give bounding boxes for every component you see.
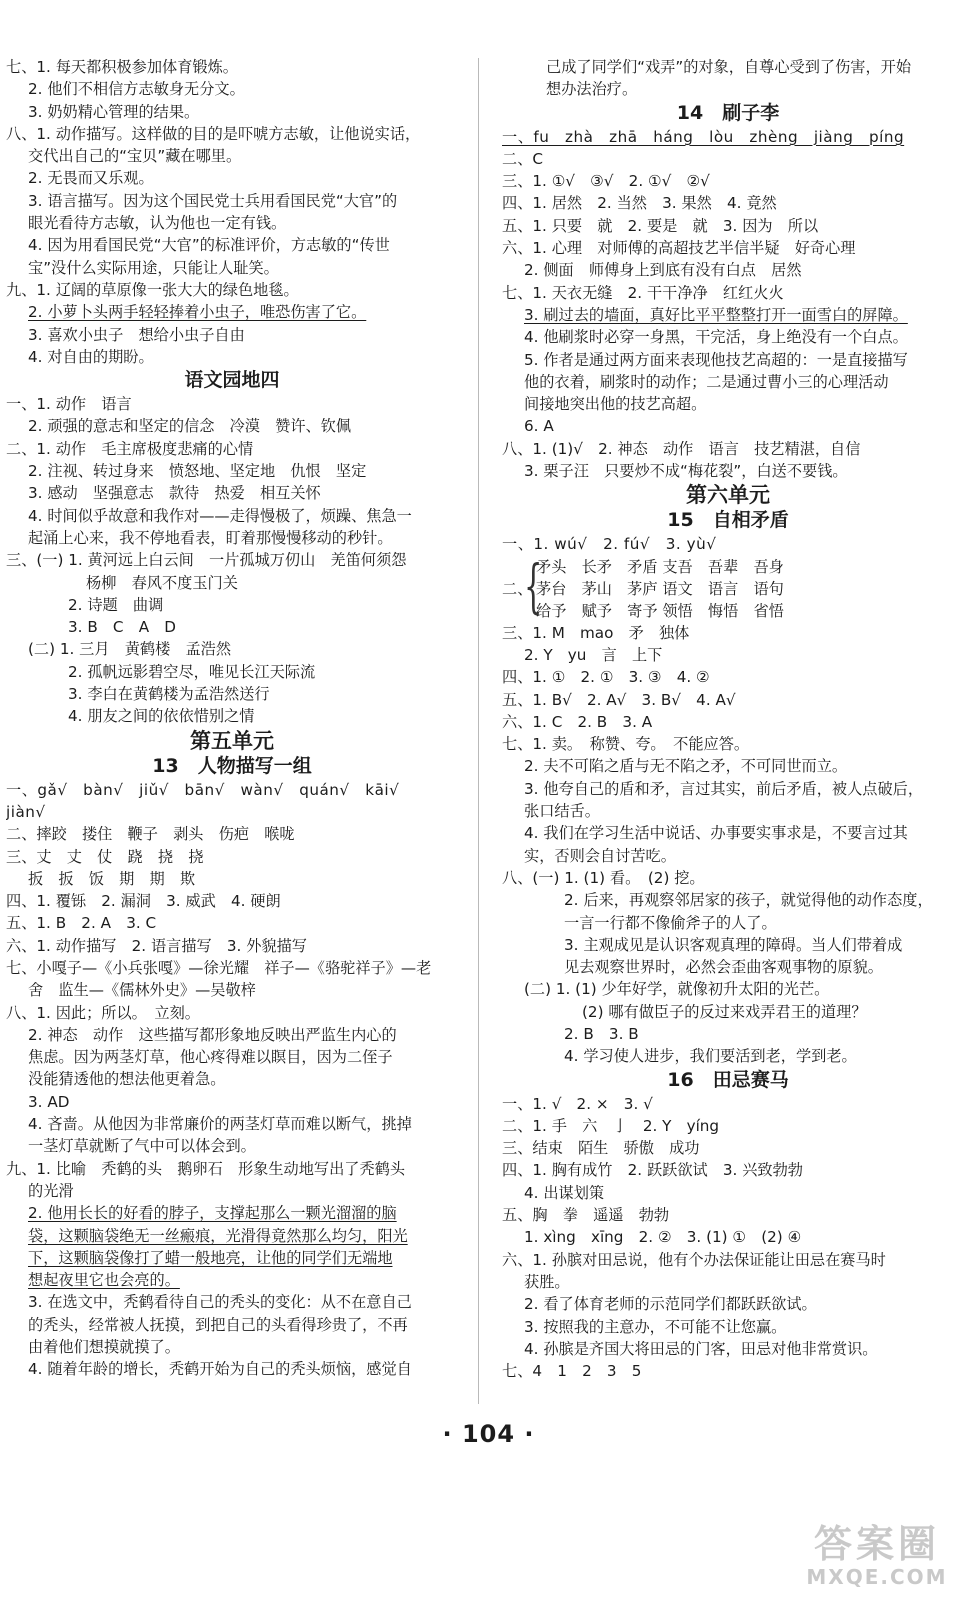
answer-line: 五、1. B√ 2. A√ 3. B√ 4. A√ [502,690,736,709]
answer-line: 2. 注视、转过身来 愤怒地、坚定地 仇恨 坚定 [28,462,367,481]
answer-line: 3. 在选文中，秃鹤看待自己的秃头的变化：从不在意自己 [28,1293,412,1312]
answer-line: 2. 诗题 曲调 [68,595,164,614]
answer-line: 想起夜里它也会亮的。 [28,1271,180,1290]
answer-line: 4. 出谋划策 [524,1183,605,1202]
answer-line: 见去观察世界时，必然会歪曲客观事物的原貌。 [564,958,883,977]
answer-line: 二、摔跤 搂住 鞭子 剥头 伤疤 喉咙 [6,825,295,844]
answer-line: 6. A [524,417,554,436]
answer-line: 宝”没什么实际用途，只能让人耻笑。 [28,258,279,277]
answer-line: 舍 监生—《儒林外史》—吴敬梓 [28,981,256,1000]
answer-line: 一、1. 动作 语言 [6,395,132,414]
answer-line: 九、1. 辽阔的草原像一张大大的绿色地毯。 [6,280,299,299]
answer-line: 六、1. 心理 对师傅的高超技艺半信半疑 好奇心理 [502,239,856,258]
answer-line: 杨柳 春风不度玉门关 [86,573,238,592]
answer-line: 3. 主观成见是认识客观真理的障碍。当人们带着成 [564,935,903,954]
answer-line: 张口结舌。 [524,802,600,821]
answer-line: 一、fu zhà zhā háng lòu zhèng jiàng píng [502,127,905,146]
left-brace: { [524,551,543,620]
answer-line: 2. 看了体育老师的示范同学们都跃跃欲试。 [524,1295,817,1314]
watermark-text: 答案圈 [813,1522,940,1566]
answer-line: 的光滑 [28,1181,74,1200]
right-column [502,56,954,1382]
answer-line: 一、1. √ 2. × 3. √ [502,1094,653,1113]
answer-line: 他的衣着，刷浆时的动作；二是通过曹小三的心理活动 [524,372,889,391]
answer-line: 间接地突出他的技艺高超。 [524,395,707,414]
answer-line: 袋，这颗脑袋绝无一丝瘢痕，光滑得竟然那么均匀，阳光 [28,1226,408,1245]
answer-line: 4. 时间似乎故意和我作对——走得慢极了，烦躁、焦急一 [28,506,412,525]
brace-row-item: 给予 赋予 寄予 领悟 悔悟 省悟 [536,601,784,620]
answer-line: 眼光看待方志敏，认为他也一定有钱。 [28,214,287,233]
answer-line: 3. 感动 坚强意志 款待 热爱 相互关怀 [28,484,321,503]
lesson-heading: 16 田忌赛马 [667,1068,789,1091]
answer-line: 六、1. 动作描写 2. 语言描写 3. 外貌描写 [6,936,307,955]
answer-line: 2. 神态 动作 这些描写都形象地反映出严监生内心的 [28,1025,397,1044]
answer-line: 2. Y yu 言 上下 [524,645,663,664]
answer-line: 八、1. 因此；所以。 立刻。 [6,1003,200,1022]
answer-line: 七、1. 每天都积极参加体育锻炼。 [6,58,238,76]
answer-line: 焦虑。因为两茎灯草，他心疼得难以瞑目，因为二侄子 [28,1048,393,1067]
brace-row-item: 茅台 茅山 茅庐 语文 语言 语句 [536,579,784,598]
answer-line: 一、1. wú√ 2. fú√ 3. yù√ [502,535,717,554]
answer-line: 4. 学习使人进步，我们要活到老，学到老。 [564,1047,857,1066]
answer-line: 八、1. (1)√ 2. 神态 动作 语言 技艺精湛，自信 [502,439,861,458]
answer-line: 2. 后来，再观察邻居家的孩子，就觉得他的动作态度， [564,891,933,910]
answer-line: (2) 哪有做臣子的反过来戏弄君王的道理？ [582,1002,867,1021]
answer-line: 4. 我们在学习生活中说话、办事要实事求是，不要言过其 [524,824,908,843]
answer-line: 三、1. M mao 矛 独体 [502,623,690,642]
answer-line: 五、1. B 2. A 3. C [6,914,157,933]
answer-line: 起涌上心来，我不停地看表，盯着那慢慢移动的秒针。 [28,528,393,547]
answer-line: 3. 按照我的主意办，不可能不让您赢。 [524,1317,787,1336]
answer-line: 一茎灯草就断了气中可以体会到。 [28,1137,256,1156]
answer-line: 2. 他们不相信方志敏身无分文。 [28,80,245,99]
answer-line: 四、1. 居然 2. 当然 3. 果然 4. 竟然 [502,194,777,213]
answer-line: 二、1. 动作 毛主席极度悲痛的心情 [6,439,254,458]
answer-line: 交代出自己的“宝贝”藏在哪里。 [28,147,242,166]
answer-line: 一、gǎ√ bàn√ jiǔ√ bān√ wàn√ quán√ kāi√ [6,780,400,799]
answer-line: 3. 李白在黄鹤楼为孟浩然送行 [68,685,270,704]
watermark-url: MXQE.COM [806,1565,948,1589]
answer-line: 3. 刷过去的墙面，真好比平平整整打开一面雪白的屏障。 [524,305,908,324]
answer-line: 实，否则会自讨苦吃。 [524,846,676,865]
answer-line: 七、1. 卖。 称赞、夸。 不能应答。 [502,735,750,754]
answer-line: 4. 他刷浆时必穿一身黑，干完活，身上绝没有一个白点。 [524,328,908,347]
unit-heading: 第五单元 [190,728,274,753]
lesson-heading: 13 人物描写一组 [152,754,312,777]
answer-line: 三、丈 丈 仗 跷 挠 挠 [6,847,204,866]
left-column [6,56,458,1381]
answer-line: 五、胸 拳 遥遥 勃勃 [502,1206,670,1225]
answer-line: 三、结束 陌生 骄傲 成功 [502,1139,700,1158]
answer-line: 七、4 1 2 3 5 [502,1362,642,1381]
answer-line: 2. 侧面 师傅身上到底有没有白点 居然 [524,261,802,280]
answer-line: 四、1. 覆铄 2. 漏洞 3. 威武 4. 硬朗 [6,892,281,911]
answer-line: 想办法治疗。 [546,80,638,99]
answer-line: 3. 他夸自己的盾和矛，言过其实，前后矛盾，被人点破后， [524,779,924,798]
answer-line: 的秃头，经常被人抚摸，到把自己的头看得珍贵了，不再 [28,1315,408,1334]
answer-line: 四、1. 胸有成竹 2. 跃跃欲试 3. 兴致勃勃 [502,1161,803,1180]
answer-line: 九、1. 比喻 秃鹤的头 鹅卵石 形象生动地写出了秃鹤头 [6,1159,406,1178]
page-number: · 104 · [442,1420,535,1448]
answer-line: 2. 顽强的意志和坚定的信念 冷漠 赞许、钦佩 [28,417,352,436]
answer-line: 三、1. ①√ ③√ 2. ①√ ②√ [502,172,710,191]
answer-line: 4. 吝啬。从他因为非常廉价的两茎灯草而难以断气，挑掉 [28,1115,412,1134]
brace-label: 二、 [502,579,533,598]
answer-line: 5. 作者是通过两方面来表现他技艺高超的：一是直接描写 [524,350,908,369]
answer-line: 2. 夫不可陷之盾与无不陷之矛，不可同世而立。 [524,757,848,776]
answer-line: 1. xìng xīng 2. ② 3. (1) ① (2) ④ [524,1228,802,1247]
answer-line: 3. 语言描写。因为这个国民党士兵用看国民党“大官”的 [28,191,398,210]
answer-line: 由着他们想摸就摸了。 [28,1338,180,1357]
answer-line: 三、(一) 1. 黄河远上白云间 一片孤城万仞山 羌笛何须怨 [6,551,407,570]
column-divider [478,58,479,1404]
answer-line: 六、1. 孙膑对田忌说，他有个办法保证能让田忌在赛马时 [502,1250,886,1269]
answer-line: 下，这颗脑袋像打了蜡一般地亮，让他的同学们无端地 [28,1248,393,1267]
answer-line: 4. 因为用看国民党“大官”的标准评价，方志敏的“传世 [28,236,390,255]
answer-line: 七、小嘎子—《小兵张嘎》—徐光耀 祥子—《骆驼祥子》—老 [6,958,432,977]
unit-heading: 第六单元 [686,483,770,508]
answer-line: 八、1. 动作描写。这样做的目的是吓唬方志敏，让他说实话， [6,124,421,143]
answer-line: 一言一行都不像偷斧子的人了。 [564,913,777,932]
answer-line: 获胜。 [524,1272,570,1291]
answer-line: 3. B C A D [68,618,176,637]
answer-line: 2. B 3. B [564,1024,639,1043]
answer-line: (二) 1. 三月 黄鹤楼 孟浩然 [28,640,232,659]
answer-line: 没能猜透他的想法他更着急。 [28,1070,226,1089]
answer-line: 四、1. ① 2. ① 3. ③ 4. ② [502,668,710,687]
answer-line: 4. 随着年龄的增长，秃鹤开始为自己的秃头烦恼，感觉自 [28,1360,412,1379]
answer-line: jiàn√ [6,802,46,821]
answer-line: 3. 喜欢小虫子 想给小虫子自由 [28,325,245,344]
brace-row-item: 矛头 长矛 矛盾 支吾 吾辈 吾身 [536,557,784,576]
brace-group [502,551,954,622]
answer-line: 七、1. 天衣无缝 2. 干干净净 红红火火 [502,283,784,302]
answer-line: 2. 他用长长的好看的脖子，支撑起那么一颗光溜溜的脑 [28,1204,397,1223]
answer-line: 4. 孙膑是齐国大将田忌的门客，田忌对他非常赏识。 [524,1339,878,1358]
answer-line: 4. 朋友之间的依依惜别之情 [68,707,255,726]
answer-line: 2. 孤帆远影碧空尽，唯见长江天际流 [68,662,316,681]
answer-line: 己成了同学们“戏弄”的对象，自尊心受到了伤害，开始 [546,58,912,76]
answer-line: 二、C [502,149,543,168]
answer-line: 2. 小萝卜头两手轻轻捧着小虫子，唯恐伤害了它。 [28,303,367,322]
answer-line: 八、(一) 1. (1) 看。 (2) 挖。 [502,868,705,887]
lesson-heading: 语文园地四 [184,369,280,392]
lesson-heading: 15 自相矛盾 [667,509,789,532]
answer-line: 二、1. 手 六 亅 2. Y yíng [502,1116,720,1135]
answer-line: 3. 栗子汪 只要炒不成“梅花裂”，白送不要钱。 [524,462,848,481]
answer-line: 五、1. 只要 就 2. 要是 就 3. 因为 所以 [502,216,819,235]
lesson-heading: 14 刷子李 [676,101,780,124]
answer-line: 3. AD [28,1092,70,1111]
answer-line: 2. 无畏而又乐观。 [28,169,154,188]
answer-line: 4. 对自由的期盼。 [28,347,154,366]
answer-line: (二) 1. (1) 少年好学，就像初升太阳的光芒。 [524,980,830,999]
answer-line: 3. 奶奶精心管理的结果。 [28,102,200,121]
answer-line: 六、1. C 2. B 3. A [502,712,653,731]
answer-line: 扳 扳 饭 期 期 欺 [28,869,196,888]
watermark-logo [787,1522,967,1588]
